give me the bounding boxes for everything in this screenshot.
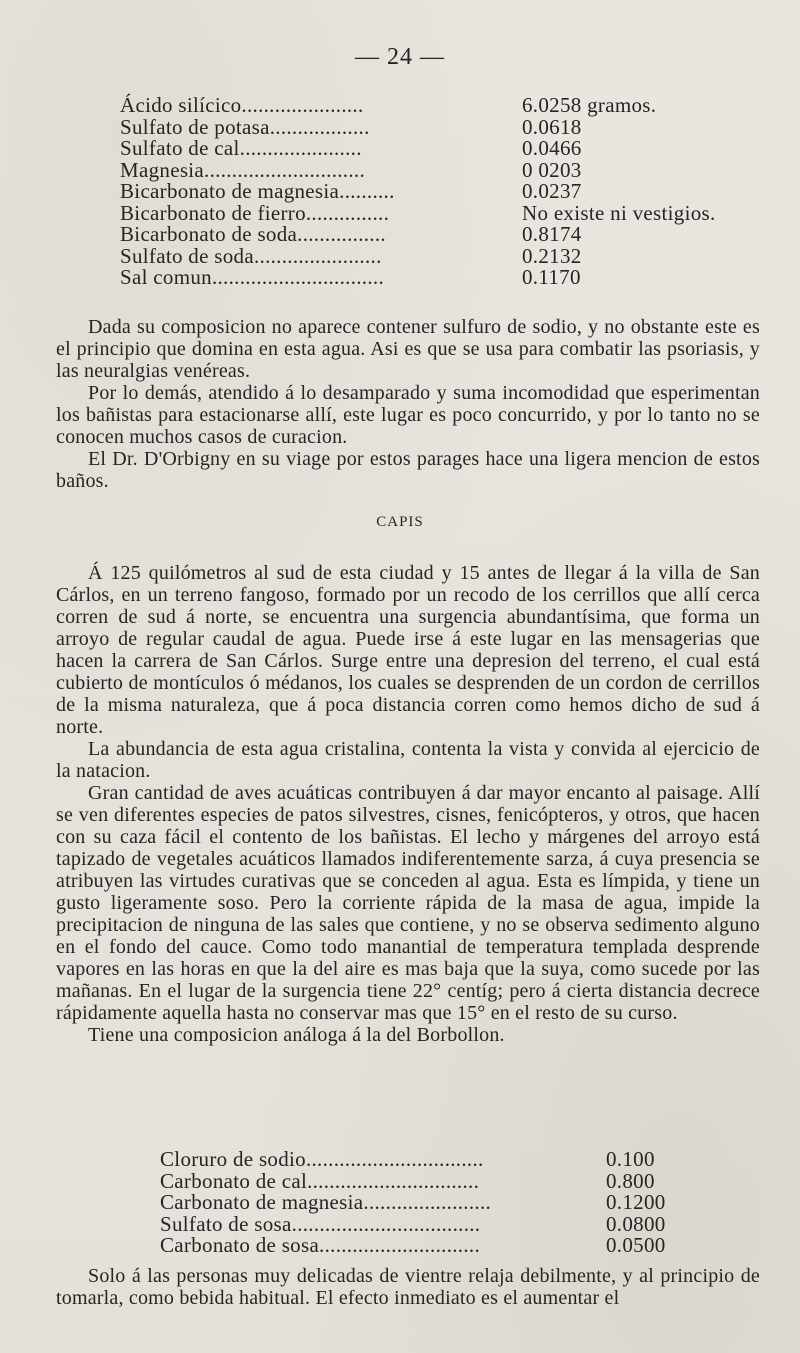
table-row <box>160 1149 720 1171</box>
row-label: Bicarbonato de magnesia.......... <box>120 179 395 203</box>
row-label: Bicarbonato de fierro............... <box>120 200 390 225</box>
row-label: Sulfato de soda....................... <box>120 243 382 268</box>
row-value: 0.100 <box>606 1147 655 1171</box>
table-row <box>120 114 720 139</box>
row-label: Ácido silícico...................... <box>120 93 364 117</box>
table-row <box>160 1211 720 1236</box>
paragraph: Á 125 quilómetros al sud de esta ciudad y 15 antes de llegar á la villa de San Cárlos, en un terreno fangoso, formado por un recodo de los cerrillos que allí cerca corren de sud á norte, se encuentra una surgencia abundantísima, que forma un arroyo de regular caudal de agua. Puede irse á este lugar en las mensagerias que hacen la carrera de San Cárlos. Surge entre una depresion del terreno, el cual está cubierto de montículos ó médanos, los cuales se desprenden de un cordon de cerrillos de la misma naturaleza, que á poca distancia corren como hemos dicho de sud á norte. <box>56 562 760 738</box>
paragraph: Dada su composicion no aparece contener sulfuro de sodio, y no obstante este es el principio que domina en esta agua. Asi es que se usa para combatir las psoriasis, y las neuralgias venéreas. <box>56 316 760 382</box>
table-row <box>120 181 720 203</box>
row-value: 0.1200 <box>606 1190 666 1214</box>
row-value: No existe ni vestigios. <box>522 200 716 225</box>
row-label: Bicarbonato de soda................ <box>120 222 386 246</box>
paragraph: La abundancia de esta agua cristalina, contenta la vista y convida al ejercicio de la natacion. <box>56 738 760 782</box>
row-value: 0.8174 <box>522 222 582 246</box>
paragraph: Por lo demás, atendido á lo desamparado y suma incomodidad que esperimentan los bañistas para estacionarse allí, este lugar es poco concurrido, y por lo tanto no se conocen muchos casos de curacion. <box>56 382 760 448</box>
table-row <box>120 224 720 246</box>
table-row <box>120 95 720 117</box>
row-value: 0 0203 <box>522 157 582 182</box>
row-value: 0.800 <box>606 1168 655 1193</box>
row-label: Carbonato de magnesia....................... <box>160 1190 492 1214</box>
row-value: 0.0500 <box>606 1233 666 1257</box>
table-row <box>120 267 720 289</box>
table-row <box>160 1235 720 1257</box>
analysis-table-1 <box>120 95 720 289</box>
table-row <box>120 243 720 268</box>
row-value: 0.2132 <box>522 243 582 268</box>
row-label: Sulfato de cal...................... <box>120 136 362 160</box>
table-row <box>120 138 720 160</box>
row-label: Carbonato de cal............................... <box>160 1168 480 1193</box>
row-label: Sulfato de potasa.................. <box>120 114 370 139</box>
table-row <box>160 1192 720 1214</box>
paragraph: El Dr. D'Orbigny en su viage por estos parages hace una ligera mencion de estos baños. <box>56 448 760 492</box>
row-value: 0.0237 <box>522 179 582 203</box>
page-number: — 24 — <box>355 44 445 70</box>
row-label: Cloruro de sodio................................ <box>160 1147 484 1171</box>
table-row <box>160 1168 720 1193</box>
section-body <box>56 562 760 1046</box>
paragraph: Gran cantidad de aves acuáticas contribuyen á dar mayor encanto al paisage. Allí se ven diferentes especies de patos silvestres, cisnes, fenicópteros, y otros, que hacen con su caza fácil el contento de los bañistas. El lecho y márgenes del arroyo está tapizado de vegetales acuáticos llamados indiferentemente sarza, á cuya presencia se atribuyen las virtudes curativas que se conceden al agua. Esta es límpida, y tiene un gusto ligeramente soso. Pero la corriente rápida de la masa de agua, impide la precipitacion de ninguna de las sales que contiene, y no se observa sedimento alguno en el fondo del cauce. Como todo manantial de temperatura templada desprende vapores en las horas en que la del aire es mas baja que la suya, como sucede por las mañanas. En el lugar de la surgencia tiene 22° centíg; pero á cierta distancia decrece rápidamente aquella hasta no conservar mas que 15° en el resto de su curso. <box>56 782 760 1024</box>
row-label: Magnesia............................. <box>120 157 365 182</box>
analysis-table-2 <box>160 1149 720 1257</box>
row-label: Sulfato de sosa.................................. <box>160 1211 481 1236</box>
row-value: 0.0800 <box>606 1211 666 1236</box>
row-label: Carbonato de sosa............................. <box>160 1233 481 1257</box>
row-value: 0.0466 <box>522 136 582 160</box>
paragraph: Tiene una composicion análoga á la del Borbollon. <box>88 1024 505 1046</box>
table-row <box>120 157 720 182</box>
paragraph: Solo á las personas muy delicadas de vientre relaja debilmente, y al principio de tomarla, como bebida habitual. El efecto inmediato es el aumentar el <box>56 1265 760 1309</box>
row-value: 0.1170 <box>522 265 581 289</box>
row-value: 0.0618 <box>522 114 582 139</box>
section-heading: CAPIS <box>376 514 424 530</box>
body-text-1 <box>56 316 760 492</box>
row-value: 6.0258 gramos. <box>522 93 657 117</box>
row-label: Sal comun............................... <box>120 265 384 289</box>
table-row <box>120 200 720 225</box>
closing-text <box>56 1265 760 1309</box>
